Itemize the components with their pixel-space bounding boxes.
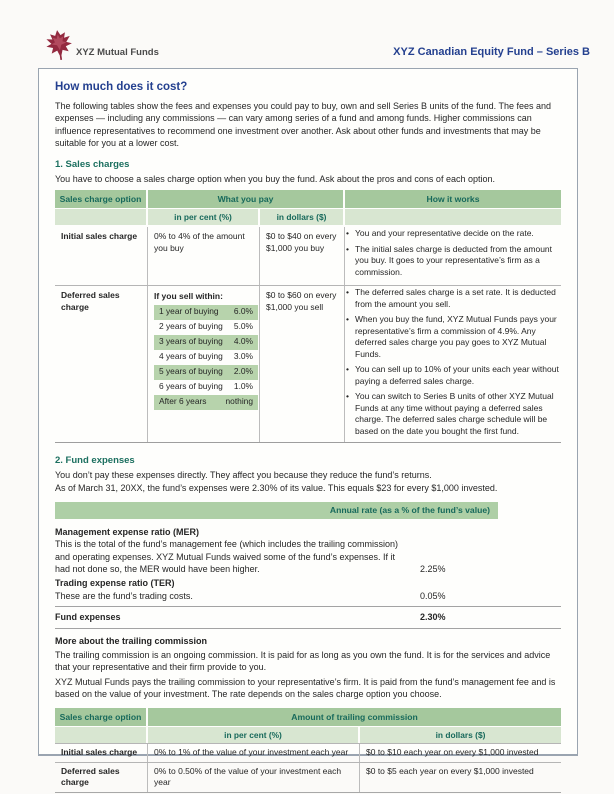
row-label: Initial sales charge — [55, 744, 148, 762]
subheader-in-per-cent: in per cent (%) — [148, 209, 260, 225]
schedule-rate: 4.0% — [233, 336, 253, 347]
cost-intro-paragraph: The following tables show the fees and expenses you could pay to buy, own and sell Series B units of the fund. The fees and expenses — including any commissions — can vary among series of a fund and among funds. Higher commissions can influence representatives to recommend one investment over another. Ask about other funds and investments that may be suitable for you at a lower cost. — [55, 101, 551, 149]
schedule-row — [154, 350, 258, 365]
bullet-item: • You can switch to Series B units of other XYZ Mutual Funds at any time without paying a deferred sales charge. The deferred sales charge schedule will be based on the date you bought the first fund. — [345, 391, 561, 437]
table-header-row — [55, 708, 561, 726]
trailing-percent-cell: 0% to 0.50% of the value of your investment each year — [148, 763, 360, 792]
table-header-row — [55, 190, 561, 208]
mer-value: 2.25% — [420, 564, 446, 575]
schedule-period: 1 year of buying — [159, 306, 219, 317]
trailing-percent-cell: 0% to 1% of the value of your investment each year — [148, 744, 360, 762]
table-row-initial-sales-charge — [55, 227, 561, 285]
brand-name: XYZ Mutual Funds — [76, 47, 159, 58]
trailing-dollars-cell: $0 to $5 each year on every $1,000 invested — [366, 765, 534, 776]
bullet-item: • The deferred sales charge is a set rate. It is deducted from the amount you sell. — [345, 287, 561, 310]
schedule-period: 4 years of buying — [159, 351, 223, 362]
deferred-how-it-works — [345, 286, 561, 442]
subheader-in-dollars: in dollars ($) — [360, 727, 561, 743]
subheader-in-dollars: in dollars ($) — [260, 209, 345, 225]
schedule-row — [154, 395, 258, 410]
schedule-period: 3 years of buying — [159, 336, 223, 347]
schedule-row — [154, 365, 258, 380]
bullet-item: • You and your representative decide on the rate. — [345, 228, 561, 240]
schedule-rate: 5.0% — [233, 321, 253, 332]
row-label: Deferred sales charge — [55, 286, 148, 442]
document-title: XYZ Canadian Equity Fund – Series B — [393, 46, 590, 58]
table-row-deferred-sales-charge — [55, 762, 561, 792]
section-title-cost: How much does it cost? — [55, 81, 188, 93]
trailing-p2: XYZ Mutual Funds pays the trailing commission to your representative’s firm. It is paid from the fund’s management fee and is based on the value of your investment. The rate depends on the sales charge option you choose. — [55, 676, 556, 699]
heading-fund-expenses: 2. Fund expenses — [55, 455, 135, 467]
subheader-in-per-cent: in per cent (%) — [148, 727, 360, 743]
subheader-empty — [55, 209, 148, 225]
schedule-rate: 1.0% — [233, 381, 253, 392]
ter-title: Trading expense ratio (TER) — [55, 578, 175, 589]
heading-sales-charges: 1. Sales charges — [55, 158, 130, 170]
table-subheader-row — [55, 209, 561, 225]
mer-description: This is the total of the fund’s management fee (which includes the trailing commission) and operating expenses. XYZ Mutual Funds waived some of the fund’s expenses. If it had not done so, the MER would have been higher. — [55, 539, 399, 575]
schedule-row — [154, 320, 258, 335]
schedule-rate: 2.0% — [233, 366, 253, 377]
col-header-amount-of-trailing-commission: Amount of trailing commission — [148, 708, 561, 726]
schedule-row — [154, 380, 258, 395]
deferred-schedule-table — [154, 291, 258, 410]
fund-expenses-p2: As of March 31, 20XX, the fund’s expenses were 2.30% of its value. This equals $23 for every $1,000 invested. — [55, 483, 498, 494]
brand-logo — [46, 30, 159, 60]
bullet-item: • When you buy the fund, XYZ Mutual Funds pays your representative’s firm a commission of 4.9%. Any deferred sales charge you pay goes to XYZ Mutual Funds. — [345, 314, 561, 360]
schedule-period: 2 years of buying — [159, 321, 223, 332]
heading-trailing-commission: More about the trailing commission — [55, 635, 208, 646]
schedule-rate: 3.0% — [233, 351, 253, 362]
col-header-sales-charge-option: Sales charge option — [55, 190, 148, 208]
sales-charges-lead: You have to choose a sales charge option when you buy the fund. Ask about the pros and cons of each option. — [55, 173, 495, 184]
row-label: Initial sales charge — [55, 227, 148, 285]
trailing-commission-table — [55, 708, 561, 793]
fund-expenses-total-value: 2.30% — [420, 612, 446, 623]
initial-dollars-cell: $0 to $40 on every $1,000 you buy — [260, 227, 345, 285]
annual-rate-header-bar: Annual rate (as a % of the fund’s value) — [55, 502, 498, 519]
schedule-period: After 6 years — [159, 396, 207, 407]
row-label: Deferred sales charge — [55, 763, 148, 792]
initial-percent-cell: 0% to 4% of the amount you buy — [148, 227, 260, 285]
bullet-item: • The initial sales charge is deducted from the amount you buy. It goes to your representative’s firm as a commission. — [345, 244, 561, 279]
initial-how-it-works — [345, 227, 561, 285]
ter-block — [55, 577, 561, 602]
maple-leaf-icon — [46, 30, 72, 60]
schedule-period: 5 years of buying — [159, 366, 223, 377]
deferred-dollars-cell: $0 to $60 on every $1,000 you sell — [260, 286, 345, 442]
schedule-period: 6 years of buying — [159, 381, 223, 392]
fund-expenses-p1: You don’t pay these expenses directly. They affect you because they reduce the fund’s returns. — [55, 470, 432, 481]
table-row-deferred-sales-charge — [55, 285, 561, 442]
subheader-empty — [55, 727, 148, 743]
trailing-dollars-cell: $0 to $10 each year on every $1,000 invested — [366, 747, 539, 758]
table-row-initial-sales-charge — [55, 743, 561, 762]
table-subheader-row — [55, 727, 561, 743]
subheader-empty — [345, 209, 561, 225]
schedule-rate: 6.0% — [233, 306, 253, 317]
mer-title: Management expense ratio (MER) — [55, 526, 200, 537]
fund-expenses-total-row — [55, 606, 561, 628]
schedule-title: If you sell within: — [154, 291, 223, 302]
fund-facts-cost-box — [38, 68, 578, 788]
col-header-sales-charge-option: Sales charge option — [55, 708, 148, 726]
fund-expenses-total-label: Fund expenses — [55, 612, 121, 623]
schedule-row — [154, 335, 258, 350]
schedule-row — [154, 305, 258, 320]
ter-value: 0.05% — [420, 590, 446, 601]
sales-charges-table — [55, 190, 561, 443]
col-header-how-it-works: How it works — [345, 190, 561, 208]
mer-block — [55, 526, 561, 576]
page-header — [46, 16, 590, 60]
ter-description: These are the fund’s trading costs. — [55, 590, 193, 601]
bullet-item: • You can sell up to 10% of your units each year without paying a deferred sales charge. — [345, 364, 561, 387]
col-header-what-you-pay: What you pay — [148, 190, 345, 208]
trailing-p1: The trailing commission is an ongoing commission. It is paid for as long as you own the fund. It is for the services and advice that your representative and their firm provide to you. — [55, 649, 551, 673]
deferred-schedule-cell — [148, 286, 260, 442]
schedule-rate: nothing — [225, 396, 253, 407]
